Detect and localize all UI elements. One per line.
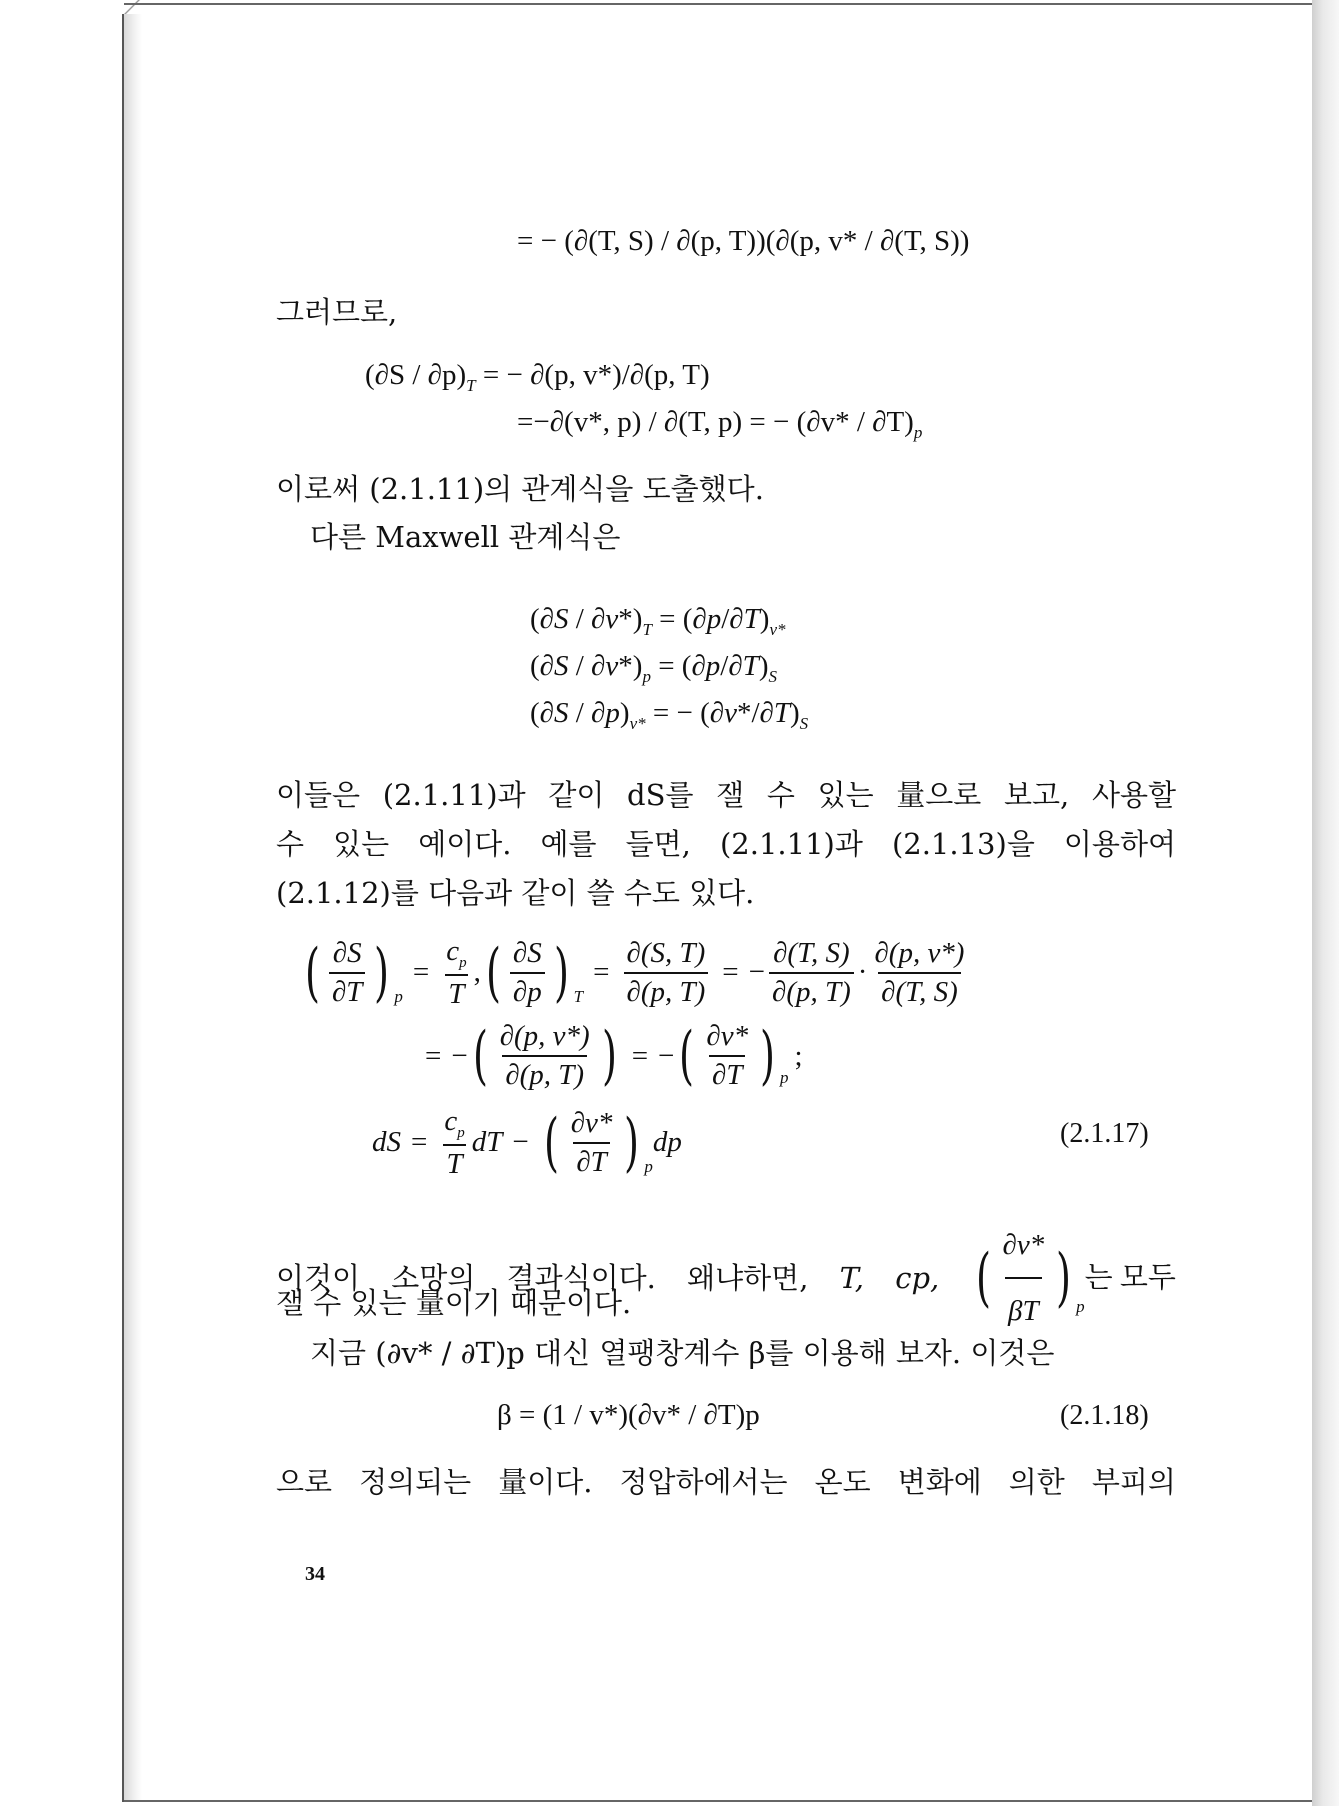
equation-ds-dp-line1: $(\partial S / \partial p)_T$ = − ∂(p, v*)/∂(p, T)	[365, 359, 710, 395]
equation-number-2-1-17: (2.1.17)	[1060, 1118, 1149, 1149]
equation-continuation: = − (∂(T, S) / ∂(p, T))(∂(p, v* / ∂(T, S))	[517, 225, 970, 257]
paragraph-usage-line3: (2.1.12)를 다음과 같이 쓸 수도 있다.	[276, 876, 755, 910]
equation-ds-dp-line2: =−∂(v*, p) / ∂(T, p) = − $(\partial v* / \partial T)_p$	[517, 406, 923, 442]
page-left-edge	[122, 4, 142, 1802]
page-number: 34	[305, 1563, 325, 1585]
paragraph-result-line2: 잴 수 있는 量이기 때문이다.	[276, 1286, 632, 1320]
paragraph-derived: 이로써 (2.1.11)의 관계식을 도출했다.	[276, 472, 764, 506]
equation-number-2-1-18: (2.1.18)	[1060, 1400, 1149, 1431]
page-right-edge	[1312, 0, 1339, 1806]
paragraph-usage-line2: 수 있는 예이다. 예를 들면, (2.1.11)과 (2.1.13)을 이용하여	[276, 827, 1176, 861]
equation-block-row2: = − ( $\frac{\partial(p, v*)}{\partial(p, T)}$ ) = − ( $\frac{\partial v*}{\partial T}$ ) p ;	[425, 1019, 803, 1093]
equation-block-row3: dS = $\frac{c_p}{T}$ dT − ( $\frac{\partial v*}{\partial T}$ ) p dp	[372, 1105, 682, 1180]
equation-block-row1: ( $\frac{\partial S}{\partial T}$ ) p = $\frac{c_p}{T}$ , ( $\frac{\partial S}{\partial p}$ ) T = $\frac{\partial(S, T)}{\partial(p, T)}$ = − $\frac{\partial(T, S)}{\partial(p, T)}$ · $\frac{\partial(p, v*)}{\partial(T, S)}$	[304, 935, 965, 1010]
paragraph-usage-line1: 이들은 (2.1.11)과 같이 dS를 잴 수 있는 量으로 보고, 사용할	[276, 778, 1176, 812]
paragraph-therefore: 그러므로,	[276, 295, 398, 329]
page-top-border	[124, 3, 1312, 5]
maxwell-relation-3: $(\partial S / \partial p)_{v*}$ = − $(\partial v*/\partial T)_S$	[530, 697, 809, 733]
maxwell-relation-1: $(\partial S / \partial v*)_T = (\partial p/\partial T)_{v*}$	[530, 603, 786, 639]
paragraph-result-line1: 이것이 소망의 결과식이다. 왜냐하면, T, cp, ( $\frac{\partial v*}{\beta T}$ ) p 는 모두	[276, 1215, 1176, 1341]
equation-2-1-18: β = (1 / v*)(∂v* / ∂T)p	[497, 1399, 760, 1431]
paragraph-beta-intro: 지금 (∂v* / ∂T)p 대신 열팽창계수 β를 이용해 보자. 이것은	[310, 1336, 1055, 1370]
paragraph-maxwell-intro: 다른 Maxwell 관계식은	[310, 520, 621, 554]
page-bottom-border	[124, 1800, 1312, 1802]
paragraph-definition: 으로 정의되는 量이다. 정압하에서는 온도 변화에 의한 부피의	[276, 1465, 1176, 1499]
maxwell-relation-2: $(\partial S / \partial v*)_p = (\partial p/\partial T)_S$	[530, 650, 777, 686]
